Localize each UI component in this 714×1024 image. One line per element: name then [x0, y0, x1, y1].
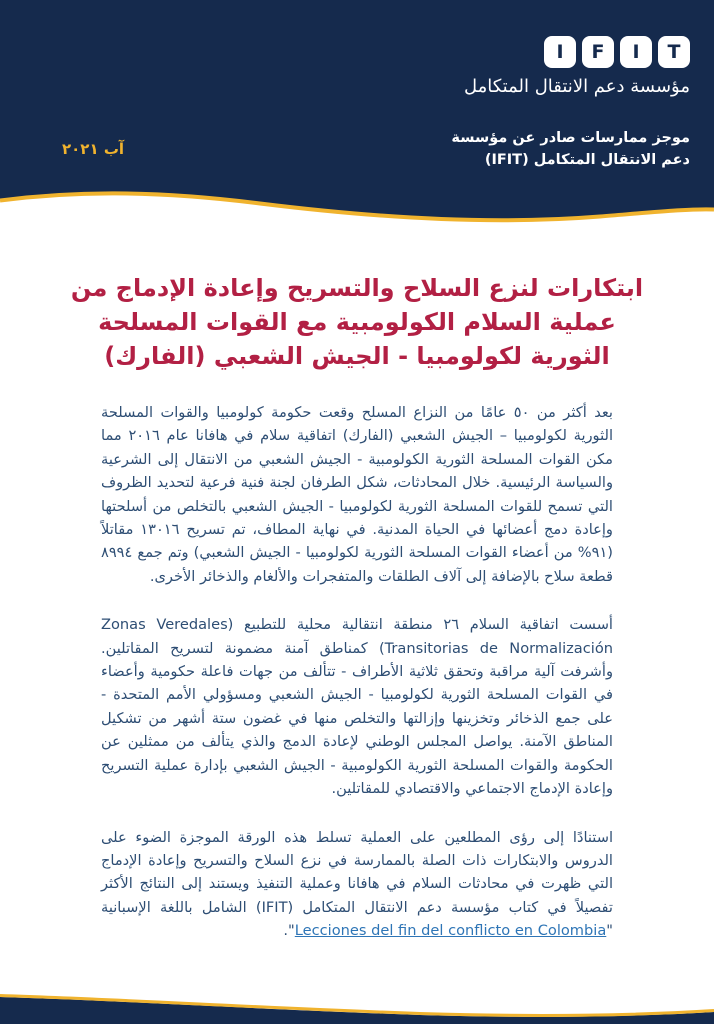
logo-letter-tile: T: [658, 36, 690, 68]
paragraph-conclusion-end: ".: [283, 922, 295, 940]
header-wave-divider: [0, 185, 714, 233]
logo-letter-tile: I: [620, 36, 652, 68]
paragraph-peace-agreement: أسست اتفاقية السلام ٢٦ منطقة انتقالية محلية للتطبيع (Zonas Veredales Transitorias de Normalización) كمناطق آمنة مضمونة لتسريح المقاتلين. وأشرفت آلية مراقبة وتحقق ثلاثية الأطراف - تتألف من جهات فاعلة حكومية وأعضاء في القوات المسلحة الثورية لكولومبيا - الجيش الشعبي ومسؤولي الأمم المتحدة - على جمع الذخائر وتخزينها وإزالتها والتخلص منها في غضون ستة أشهر من تشكيل المناطق الآمنة. يواصل المجلس الوطني لإعادة الدمج والذي يتألف من ممثلين عن الحكومة والقوات المسلحة الثورية الكولومبية - الجيش الشعبي بإدارة عملية التسريح وإعادة الإدماج الاجتماعي والاقتصادي للمقاتلين.: [101, 616, 613, 798]
header: [0, 0, 714, 186]
logo-letter-tile: I: [544, 36, 576, 68]
page-title: [58, 271, 656, 373]
brief-type-label: [451, 127, 690, 171]
footer-wave: [0, 990, 714, 1024]
paragraph-background: بعد أكثر من ٥٠ عامًا من النزاع المسلح وقعت حكومة كولومبيا والقوات المسلحة الثورية لكولومبيا – الجيش الشعبي (الفارك) اتفاقية سلام في هافانا عام ٢٠١٦ مما مكن القوات المسلحة الثورية الكولومبية - الجيش الشعبي من الانتقال إلى الشرعية والسياسة الرئيسية. خلال المحادثات، شكل الطرفان لجنة فنية فرعية لتحديد الظروف التي تسمح للقوات المسلحة الثورية لكولومبيا - الجيش الشعبي بالتخلص من أسلحتها وإعادة دمج أعضائها في الحياة المدنية. في نهاية المطاف، تم تسريح ١٣٠١٦ مقاتلاً (٩١% من أعضاء القوات المسلحة الثورية لكولومبيا - الجيش الشعبي) وتم جمع ٨٩٩٤ قطعة سلاح بالإضافة إلى آلاف الطلقات والمتفجرات والألغام والذخائر الأخرى.: [101, 404, 613, 585]
document-body: [0, 271, 714, 943]
paragraph-conclusion-text: استنادًا إلى رؤى المطلعين على العملية تسلط هذه الورقة الموجزة الضوء على الدروس والابتكارات ذات الصلة بالممارسة في نزع السلاح والتسريح وإعادة الإدماج التي ظهرت في محادثات السلام في هافانا وعملية التنفيذ ويستند إلى النتائج الأكثر تفصيلاً في كتاب مؤسسة دعم الانتقال المتكامل (IFIT) الشامل باللغة الإسبانية ": [101, 828, 613, 940]
brief-type-line1: موجز ممارسات صادر عن مؤسسة: [451, 130, 690, 146]
org-name: مؤسسة دعم الانتقال المتكامل: [463, 76, 690, 97]
page-title-line1: ابتكارات لنزع السلاح والتسريح وإعادة الإدماج من: [70, 274, 644, 302]
page-title-line3: الثورية لكولومبيا - الجيش الشعبي (الفارك): [104, 342, 610, 370]
brief-type-line2: دعم الانتقال المتكامل (IFIT): [484, 152, 690, 168]
logo-letter-tile: F: [582, 36, 614, 68]
ifit-logo: [544, 36, 690, 68]
spanish-book-link[interactable]: Lecciones del fin del conflicto en Colombia: [294, 922, 607, 940]
body-text-block: [101, 401, 613, 943]
issue-date: آب ٢٠٢١: [62, 140, 125, 158]
paragraph-conclusion: [101, 826, 613, 943]
page-title-line2: عملية السلام الكولومبية مع القوات المسلحة: [98, 308, 616, 336]
